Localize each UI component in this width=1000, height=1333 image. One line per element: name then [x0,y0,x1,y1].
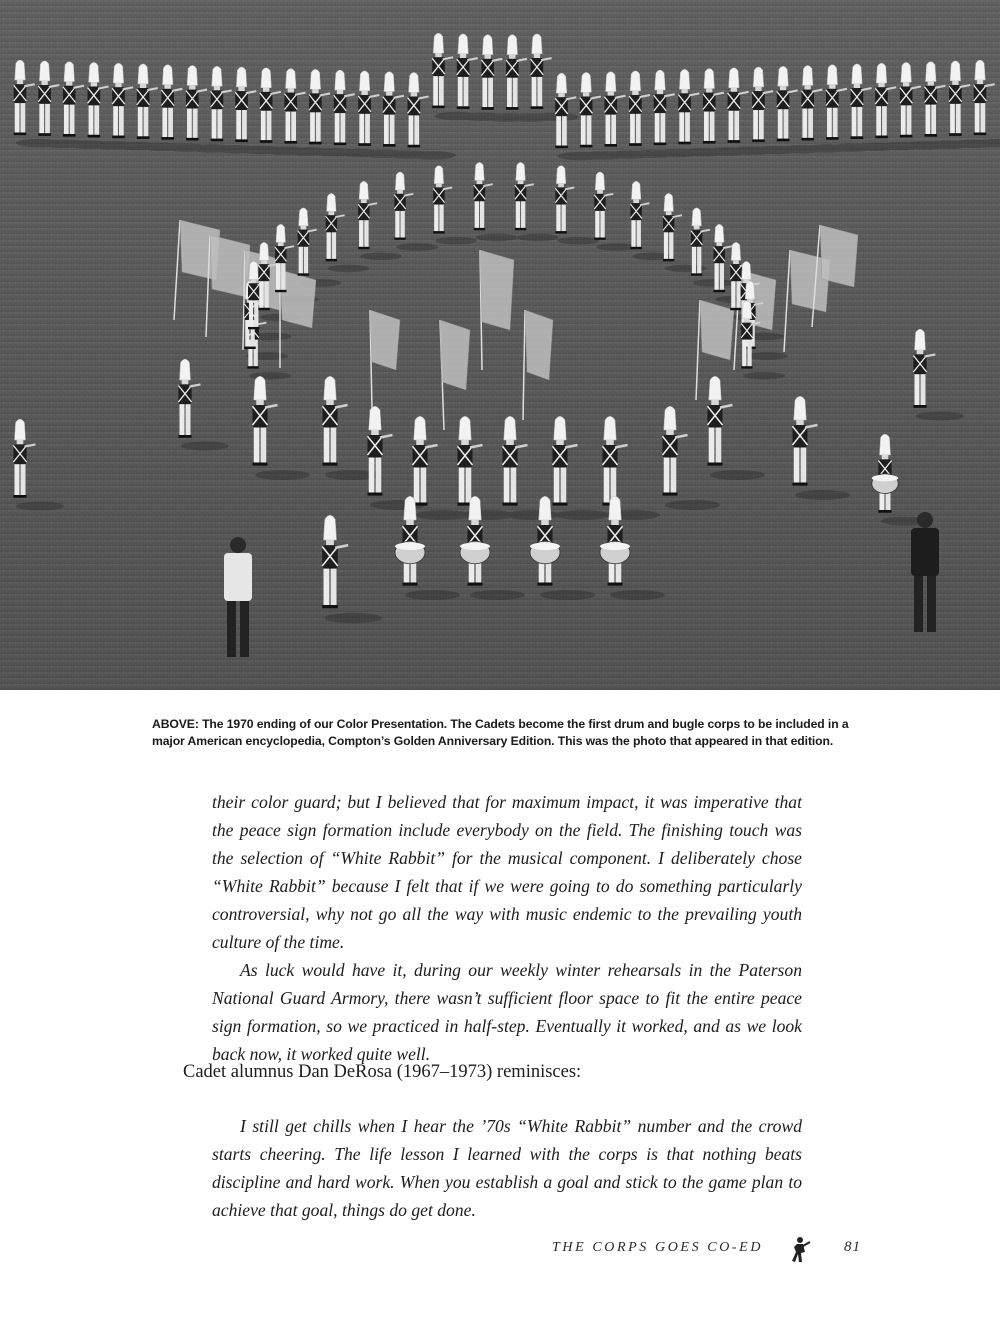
paragraph-2: As luck would have it, during our weekly winter rehearsals in the Paterson National Guard Armory, there wasn’t sufficient floor space to fit the entire peace sign formation, so we practiced in half-step. Eventually it worked, and as we look back now, it worked quite well. [212,960,802,1064]
body-text [212,788,802,1068]
cadet-figure-icon [786,1236,812,1269]
page-number: 81 [844,1239,861,1255]
page-footer [540,1236,870,1264]
quote-text: I still get chills when I hear the ’70s “White Rabbit” number and the crowd starts cheering. The life lesson I learned with the corps is that nothing beats discipline and hard work. When you establish a goal and stick to the game plan to achieve that goal, things do get done. [212,1116,802,1220]
running-head: THE CORPS GOES CO-ED [552,1240,764,1255]
quote-intro: Cadet alumnus Dan DeRosa (1967–1973) reminisces: [183,1062,582,1082]
paragraph-1: their color guard; but I believed that for maximum impact, it was imperative that the peace sign formation include everybody on the field. The finishing touch was the selection of “White Rabbit” for the musical component. I deliberately chose “White Rabbit” because I felt that if we were going to do something particularly controversial, why not go all the way with music endemic to the prevailing youth culture of the time. [212,792,802,952]
block-quote [212,1112,802,1224]
photo-caption: ABOVE: The 1970 ending of our Color Presentation. The Cadets become the first drum and bugle corps to be included in a major American encyclopedia, Compton’s Golden Anniversary Edition. This was the photo that appeared in that edition. [152,717,849,748]
